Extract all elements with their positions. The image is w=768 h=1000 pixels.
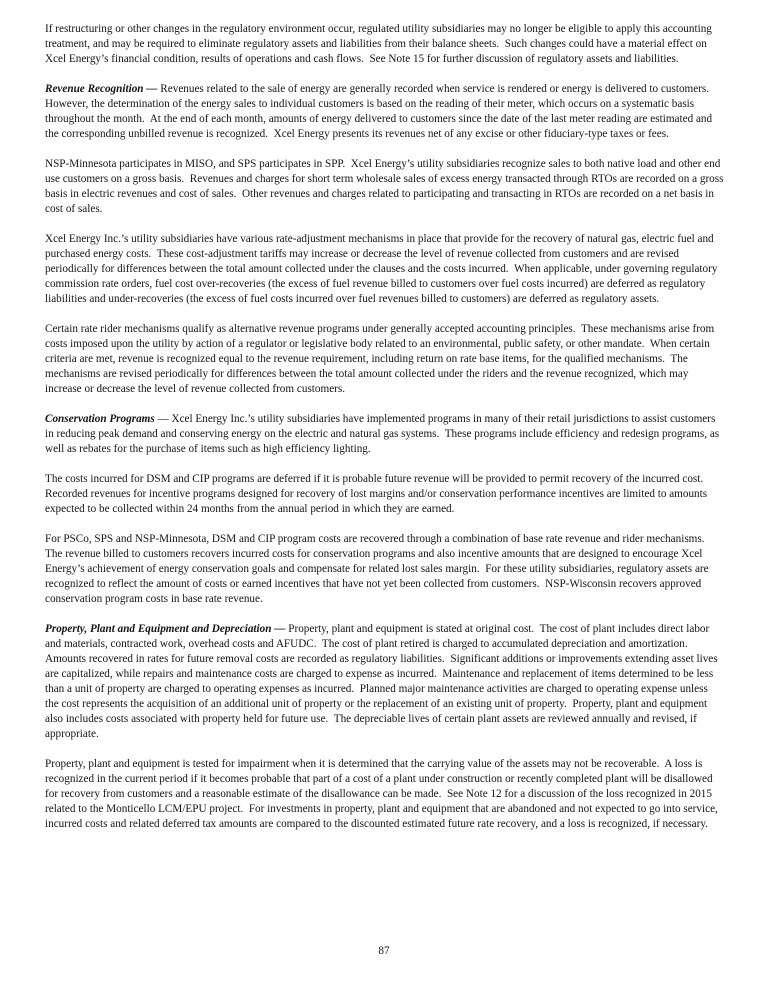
paragraph-conservation-programs (45, 412, 724, 457)
paragraph-text: NSP-Minnesota participates in MISO, and SPS participates in SPP. Xcel Energy’s utility subsidiaries recognize sales to both native load and other end use customers on a gross basis. Revenues and charges for short term wholesale sales of excess energy transacted through RTOs are recorded on a gross basis in electric revenues and cost of sales. Other revenues and charges related to participating and transacting in RTOs are recorded on a net basis in cost of sales. (45, 158, 727, 215)
paragraph-dsm-cip-deferral (45, 472, 724, 517)
paragraph-text: — Xcel Energy Inc.’s utility subsidiaries have implemented programs in many of their retail jurisdictions to assist customers in reducing peak demand and conserving energy on the electric and natural gas systems. These programs include efficiency and redesign programs, as well as rebates for the purchase of items such as high efficiency lighting. (45, 413, 722, 455)
paragraph-text: Property, plant and equipment is stated at original cost. The cost of plant includes direct labor and materials, contracted work, overhead costs and AFUDC. The cost of plant retired is charged to accumulated depreciation and amortization. Amounts recovered in rates for future removal costs are recorded as regulatory liabilities. Significant additions or improvements extending asset lives are capitalized, while repairs and maintenance costs are charged to expense as incurred. Maintenance and replacement of items determined to be less than a unit of property are charged to operating expenses as incurred. Planned major maintenance activities are charged to operating expense unless the cost represents the acquisition of an additional unit of property or the replacement of an existing unit of property. Property, plant and equipment also includes costs associated with property held for future use. The depreciable lives of certain plant assets are reviewed annually and revised, if appropriate. (45, 623, 721, 740)
paragraph-text: The costs incurred for DSM and CIP programs are deferred if it is probable future revenue will be provided to permit recovery of the incurred cost. Recorded revenues for incentive programs designed for recovery of lost margins and/or conservation performance incentives are limited to amounts expected to be collected within 24 months from the annual period in which they are earned. (45, 473, 710, 515)
paragraph-text: Certain rate rider mechanisms qualify as alternative revenue programs under generally accepted accounting principles. These mechanisms arise from costs imposed upon the utility by action of a regulator or legislative body related to an environmental, public safety, or other mandate. When certain criteria are met, revenue is recognized equal to the revenue requirement, including return on rate base items, for the qualified mechanisms. The mechanisms are revised periodically for differences between the total amount collected under the riders and the revenue recognized, which may increase or decrease the level of revenue collected from customers. (45, 323, 718, 395)
paragraph-rate-riders (45, 322, 724, 397)
paragraph-text: Property, plant and equipment is tested for impairment when it is determined that the carrying value of the assets may not be recoverable. A loss is recognized in the current period if it becomes probable that part of a cost of a plant under construction or recently completed plant will be disallowed for recovery from customers and a reasonable estimate of the disallowance can be made. See Note 12 for a discussion of the loss recognized in 2015 related to the Monticello LCM/EPU project. For investments in property, plant and equipment that are abandoned and not expected to go into service, incurred costs and related deferred tax amounts are compared to the discounted estimated future rate recovery, and a loss is recognized, if necessary. (45, 758, 721, 830)
paragraph-miso-spp (45, 157, 727, 217)
paragraph-text: Xcel Energy Inc.’s utility subsidiaries have various rate-adjustment mechanisms in place that provide for the recovery of natural gas, electric fuel and purchased energy costs. These cost-adjustment tariffs may increase or decrease the level of revenue collected from customers and are revised periodically for differences between the total amount collected under the clauses and the costs incurred. When applicable, under governing regulatory commission rate orders, fuel cost over-recoveries (the excess of fuel revenue billed to customers over fuel costs incurred) are deferred as regulatory liabilities and under-recoveries (the excess of fuel costs incurred over fuel revenues billed to customers) are deferred as regulatory assets. (45, 233, 721, 305)
paragraph-property-plant-equipment (45, 622, 724, 742)
paragraph-lead-revenue-recognition: Revenue Recognition — (45, 83, 161, 95)
paragraph-text: If restructuring or other changes in the regulatory environment occur, regulated utility subsidiaries may no longer be eligible to apply this accounting treatment, and may be required to eliminate regulatory assets and liabilities from their balance sheets. Such changes could have a material effect on Xcel Energy’s financial condition, results of operations and cash flows. See Note 15 for further discussion of regulatory assets and liabilities. (45, 23, 715, 65)
paragraph-dsm-cip-recovery (45, 532, 724, 607)
paragraph-lead-property-plant-equipment: Property, Plant and Equipment and Depreciation — (45, 623, 289, 635)
paragraph-regulatory-assets (45, 22, 724, 67)
paragraph-text: For PSCo, SPS and NSP-Minnesota, DSM and CIP program costs are recovered through a combination of base rate revenue and rider mechanisms. The revenue billed to customers recovers incurred costs for conservation programs and also incentive amounts that are designed to encourage Xcel Energy’s achievement of energy conservation goals and compensate for related lost sales margin. For these utility subsidiaries, regulatory assets are recognized to reflect the amount of costs or earned incentives that have not yet been collected from customers. NSP-Wisconsin recovers approved conservation program costs in base rate revenue. (45, 533, 712, 605)
paragraph-rate-adjustment (45, 232, 724, 307)
paragraph-text: Revenues related to the sale of energy are generally recorded when service is rendered or energy is delivered to customers. However, the determination of the energy sales to individual customers is based on the reading of their meter, which occurs on a systematic basis throughout the month. At the end of each month, amounts of energy delivered to customers since the date of the last meter reading are estimated and the corresponding unbilled revenue is recognized. Xcel Energy presents its revenues net of any excise or other fiduciary-type taxes or fees. (45, 83, 715, 140)
page-number: 87 (378, 945, 390, 957)
paragraph-impairment (45, 757, 724, 832)
paragraph-lead-conservation-programs: Conservation Programs (45, 413, 155, 425)
paragraph-revenue-recognition (45, 82, 724, 142)
